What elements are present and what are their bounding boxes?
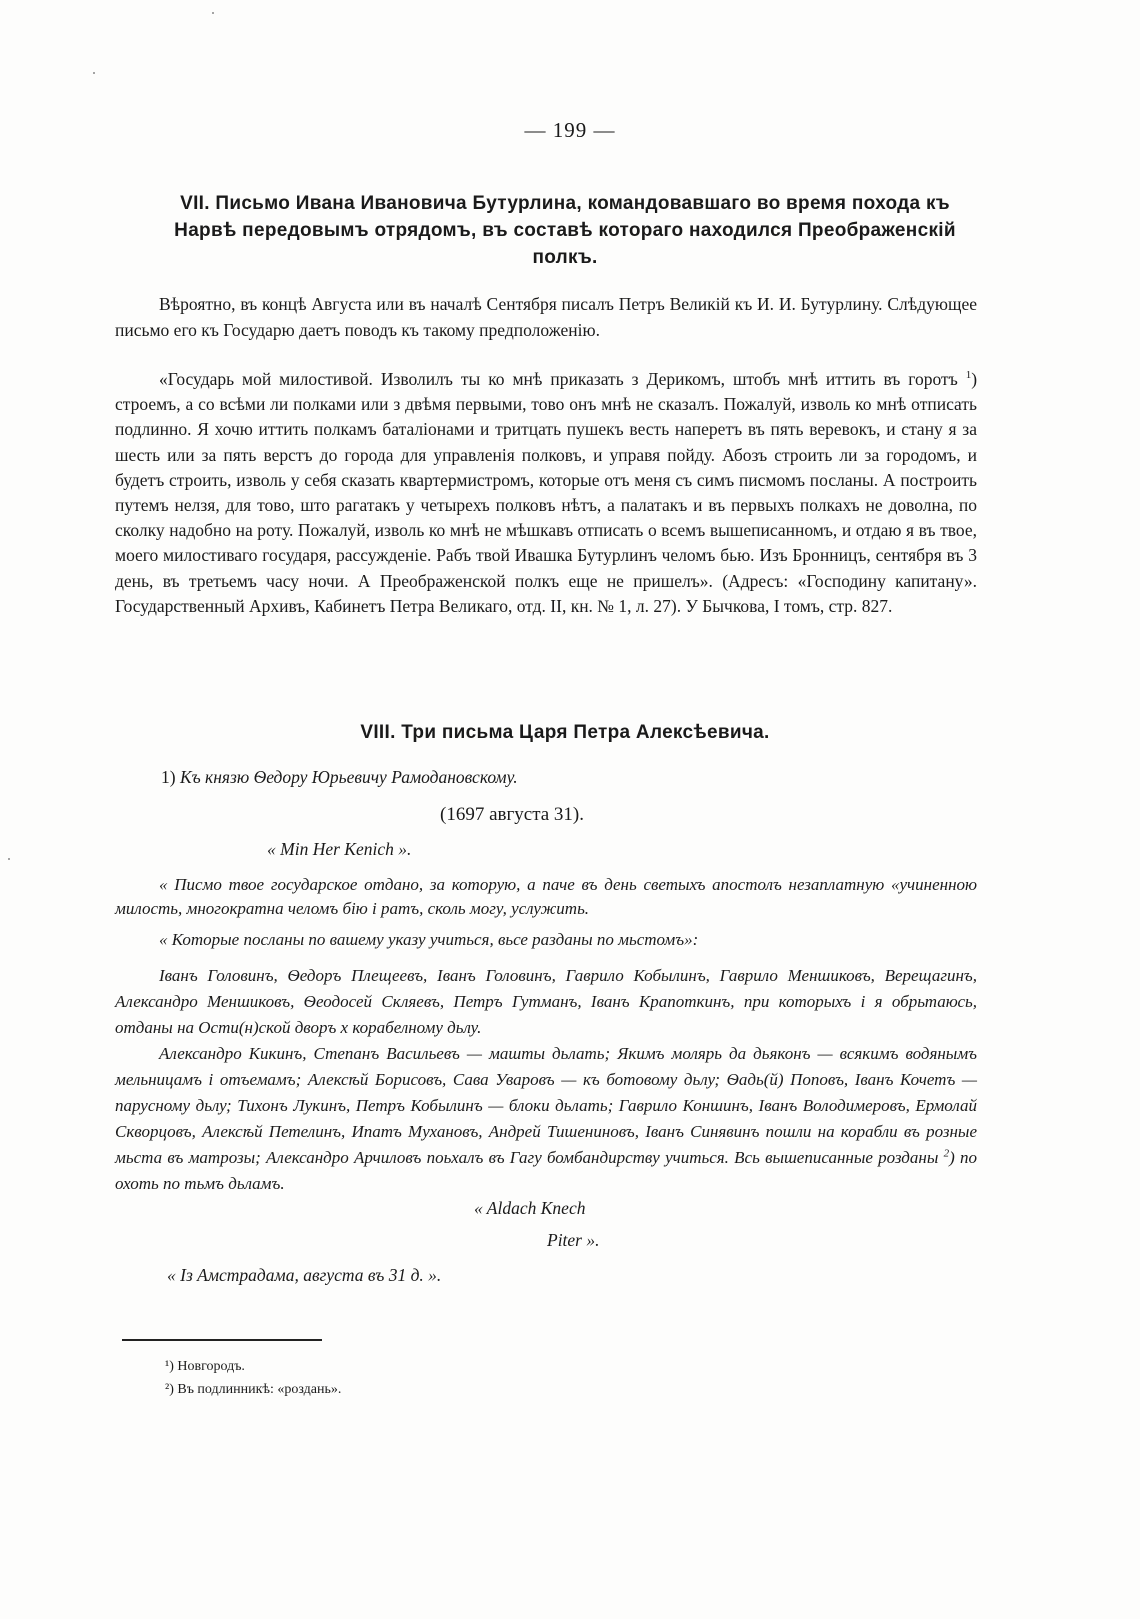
footnote-ref-1: 1 (965, 369, 972, 382)
para-4-text-part2: ) по охоть по тьмъ дьламъ. (115, 1148, 977, 1193)
scan-speck (8, 858, 10, 860)
letter-date: (1697 августа 31). (440, 804, 585, 825)
footnote-mark: ¹) (165, 1359, 174, 1374)
section-7-intro: Вѣроятно, въ концѣ Августа или въ началѣ Сентября писалъ Петръ Великій къ И. И. Бутурлину. Слѣдующее письмо его къ Государю даетъ поводъ къ такому предположенію. (115, 294, 977, 340)
section-8-heading: VIII. Три письма Царя Петра Алексѣевича. (360, 722, 770, 743)
para-4-text-part1: Александро Кикинъ, Степанъ Васильевъ — машты дьлать; Якимъ молярь да дьяконъ — всякимъ водянымъ мельницамъ і отъемамъ; Алексѣй Борисовъ, Сава Уваровъ — къ ботовому дьлу; Ѳадь(й) Поповъ, Іванъ Кочетъ — парусному дьлу; Тихонъ Лукинъ, Петръ Кобылинъ — блоки дьлать; Гаврило Коншинъ, Іванъ Володимеровъ, Ермолай Скворцовъ, Алексѣй Петелинъ, Ипатъ Мухановъ, Андрей Тишениновъ, Іванъ Синявинъ пошли на корабли въ розные мьста въ матрозы; Александро Арчиловъ поьхалъ въ Гагу бомбандирству учиться. Всь вышеписанные розданы (115, 1044, 977, 1167)
item-1-line (161, 765, 518, 790)
footnote-divider (122, 1339, 322, 1341)
letter-para-3: Іванъ Головинъ, Ѳедоръ Плещеевъ, Іванъ Головинъ, Гаврило Кобылинъ, Гаврило Меншиковъ, Верещагинъ, Александро Меншиковъ, Ѳеодосей Скляевъ, Петръ Гутманъ, Іванъ Крапоткинъ, при которыхъ і я обрьтаюсь, отданы на Ости(н)ской дворъ х корабелному дьлу. (115, 966, 977, 1037)
footnote-ref-2: 2 (943, 1147, 950, 1160)
letter-para-1: « Писмо твое государское отдано, за которую, а паче въ день светыхъ апостолъ незаплатную «учиненною милость, многократна челомъ бію і ратъ, сколь могу, услужить. (115, 875, 977, 918)
signature-line-1: « Aldach Knech (474, 1198, 586, 1218)
footnote-text: Въ подлинникѣ: «роздань». (177, 1382, 342, 1397)
scan-speck (93, 72, 95, 74)
footnote-2 (165, 1380, 341, 1400)
signature-line-2: Piter ». (547, 1230, 600, 1250)
item-title: Къ князю Ѳедору Юрьевичу Рамодановскому. (179, 767, 518, 787)
letter-para-2: « Которые посланы по вашему указу учиться, вьсе разданы по мьстомъ»: (159, 930, 699, 949)
footnote-text: Новгородъ. (177, 1359, 245, 1374)
letter-text-part2: ) строемъ, а со всѣми ли полками или з двѣмя первыми, тово онъ мнѣ не сказалъ. Пожалуй, изволь ко мнѣ отписать подлинно. Я хочю иттить полкамъ баталіонами и тритцать пушекъ весть наперетъ въ пять веревокъ, и стану я за шесть или за пять верстъ до города для управленія полковъ, и управя пойду. Абозъ строить ли за городомъ, и будетъ строить, изволь у себя сказать квартермистромъ, которые отъ меня съ симъ писмомъ посланы. А построить путемъ нелзя, для тово, што рагатакъ у четырехъ полковъ нѣтъ, а палатакъ и въ первыхъ полкахъ не доволна, по сколку надобно на роту. Пожалуй, изволь ко мнѣ не мѣшкавъ отписать о всемъ вышеписанномъ, и отдаю я въ твое, моего милостиваго государя, рассужденіе. Рабъ твой Ивашка Бутурлинъ челомъ бью. Изъ Бронницъ, сентября въ 3 день, въ третьемъ часу ночи. А Преображенской полкъ еще не пришелъ». (Адресъ: «Господину капитану». Государственный Архивъ, Кабинетъ Петра Великаго, отд. II, кн. № 1, л. 27). У Бычкова, I томъ, стр. 827. (115, 369, 978, 616)
page-number: — 199 — (524, 118, 616, 142)
section-7-letter (115, 367, 977, 619)
salutation: « Min Her Kenich ». (267, 839, 412, 859)
item-number: 1) (161, 767, 176, 787)
letter-text-part1: «Государь мой милостивой. Изволилъ ты ко мнѣ приказать з Дерикомъ, штобъ мнѣ иттить въ горотъ (159, 369, 958, 389)
footnote-mark: ²) (165, 1382, 174, 1397)
section-7-heading: VII. Письмо Ивана Ивановича Бутурлина, командовавшаго во время похода къ Нарвѣ передовымъ отрядомъ, въ составѣ котораго находился Преображенскій полкъ. (174, 193, 956, 268)
letter-place-date: « Із Амстрадама, августа въ 31 д. ». (167, 1265, 442, 1285)
footnote-1 (165, 1357, 245, 1377)
letter-para-4 (115, 1041, 977, 1197)
scan-speck (212, 12, 214, 14)
